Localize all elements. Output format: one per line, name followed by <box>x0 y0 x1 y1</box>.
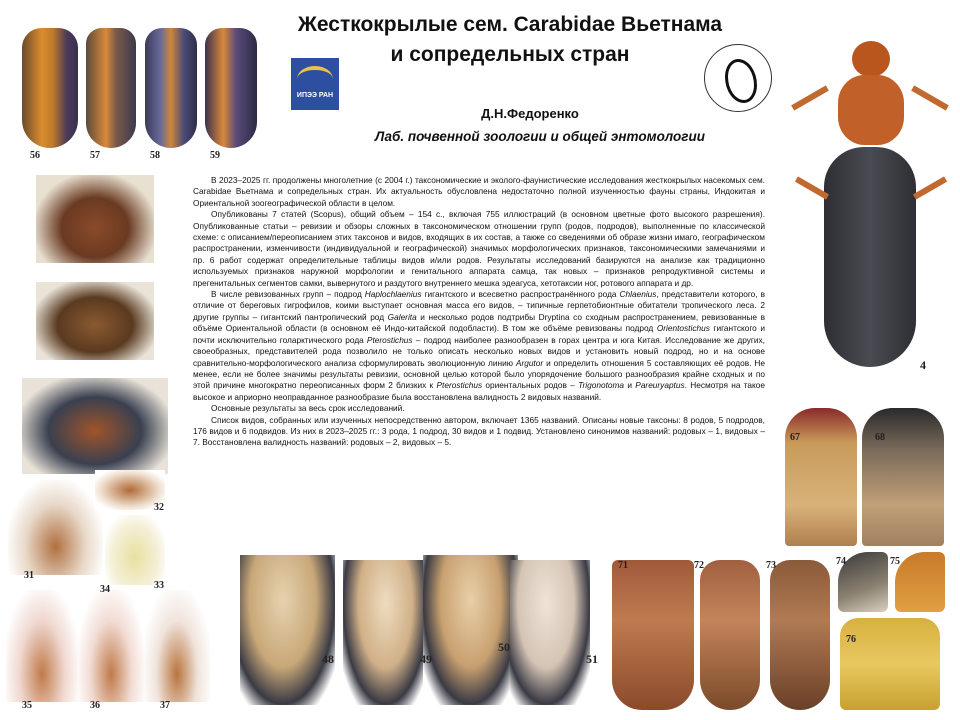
figure-number-32: 32 <box>154 502 164 513</box>
genitalia-photo-35 <box>6 590 78 702</box>
paragraph-publications: Опубликованы 7 статей (Scopus), общий объем – 154 с., включая 755 иллюстраций (в основном цветные фото высокого разрешения). Опубликованные статьи – ревизии и обзоры сложных в таксономическом отношении групп (родов, подродов), выполненные по классической схеме: с описанием/переописанием этих таксонов и видов, входящих в их состав, а также со сведениями об образе жизни имаго, географическом распространении, изменчивости (индивидуальной и географической) значимых морфологических признаков, таксономическими замечаниями и пр. 6 работ содержат определительные таблицы видов и/или родов. Результаты исследований базируются на анализе как традиционно используемых признаков наружной морфологии и генитального аппарата самца, так новых – признаков репродуктивной системы и прегенитальных сегментов самки, вывернутого и раздутого внутреннего мешка эдеагуса, хетотаксии ног, ротового аппарата и др. <box>193 209 765 288</box>
figure-number-72: 72 <box>694 560 704 571</box>
figure-number-74: 74 <box>836 556 846 567</box>
figure-number-49: 49 <box>420 652 432 666</box>
figure-number-36: 36 <box>90 700 100 711</box>
title-line-1: Жесткокрылые сем. Carabidae Вьетнама <box>297 13 723 36</box>
figure-number-76: 76 <box>846 634 856 645</box>
figure-number-33: 33 <box>154 580 164 591</box>
figure-number-48: 48 <box>322 652 334 666</box>
aedeagus-photo-75 <box>895 552 945 612</box>
figure-number-58: 58 <box>150 150 160 161</box>
aedeagus-photo-76 <box>840 618 940 710</box>
paragraph-intro: В 2023–2025 гг. продолжены многолетние (с 2004 г.) таксономические и эколого-фаунистические исследования жесткокрылых насекомых сем. Carabidae Вьетнама и сопредельных стран. Их актуальность обусловлена недостаточно полной изученностью фауны страны, Индокитая и Ориентальной зоогеографической области в целом. <box>193 175 765 208</box>
author-name: Д.Н.Федоренко <box>481 106 579 121</box>
elytra-photo-56 <box>22 28 78 148</box>
figure-number-31: 31 <box>24 570 34 581</box>
head-photo-2 <box>36 282 154 360</box>
genitalia-photo-37 <box>144 590 210 702</box>
beetle-habitus-photo <box>790 35 950 370</box>
endophallus-photo-49 <box>343 560 428 705</box>
figure-number-37: 37 <box>160 700 170 711</box>
figure-number-73: 73 <box>766 560 776 571</box>
aedeagus-photo-72 <box>700 560 760 710</box>
figure-number-56: 56 <box>30 150 40 161</box>
logo-text: ИПЭЭ РАН <box>296 92 334 99</box>
figure-number-35: 35 <box>22 700 32 711</box>
elytra-photo-57 <box>86 28 136 148</box>
body-text <box>193 175 765 449</box>
lab-emblem-icon <box>725 59 757 103</box>
figure-number-57: 57 <box>90 150 100 161</box>
endophallus-photo-50 <box>423 555 518 705</box>
paragraph-results-heading: Основные результаты за весь срок исследований. <box>211 403 405 414</box>
figure-number-68: 68 <box>875 432 885 443</box>
aedeagus-photo-71 <box>612 560 694 710</box>
figure-number-34: 34 <box>100 584 110 595</box>
genitalia-photo-33 <box>105 515 165 585</box>
aedeagus-photo-68 <box>862 408 944 546</box>
endophallus-photo-51 <box>510 560 590 705</box>
figure-number-51: 51 <box>586 652 598 666</box>
figure-number-67: 67 <box>790 432 800 443</box>
figure-number-75: 75 <box>890 556 900 567</box>
aedeagus-photo-67 <box>785 408 857 546</box>
figure-number-71: 71 <box>618 560 628 571</box>
head-photo-1 <box>36 175 154 263</box>
genitalia-photo-31 <box>8 480 103 575</box>
paragraph-results: Список видов, собранных или изученных непосредственно автором, включает 1365 названий. Описаны новые таксоны: 8 родов, 5 подродов, 176 видов и 6 подвидов. Из них в 2023–2025 гг.: 3 рода, 1 подрод, 30 видов и 1 подвид. Установлено синонимов названий: родовых – 1, видовых – 7. Восстановлена валидность названий: родовых – 2, видовых – 5. <box>193 414 765 448</box>
genitalia-photo-36 <box>78 590 144 702</box>
figure-number-59: 59 <box>210 150 220 161</box>
aedeagus-photo-73 <box>770 560 830 710</box>
logo-wave-icon <box>297 66 333 92</box>
elytra-photo-59 <box>205 28 257 148</box>
title-line-2: и сопредельных стран <box>390 43 630 66</box>
lab-logo <box>704 44 772 112</box>
ipee-ran-logo <box>291 58 339 110</box>
endophallus-photo-48 <box>240 555 335 705</box>
paragraph-revisions: В числе ревизованных групп – подрод Haplochlaenius гигантского и всесветно распространённого рода Chlaenius, представители которого, в отличие от береговых гигрофилов, коими выступает основная масса его видов, – типичные герпетобионтные обитатели тропического леса. 2 другие группы – гигантский пантропический род Galerita и несколько родов подтрибы Dryptina со сходным распространением, ревизованные в объёме Ориентальной области (в основном её Индо-китайской подобласти). В том же объёме ревизованы подрод Orientostichus гигантского и почти исключительно голарктического рода Pterostichus – подрод наиболее разнообразен в горах центра и юга Китая. Исследование же других, своеобразных, представителей рода позволило не только описать несколько новых видов и установить новый подрод, но и на основе сравнительно-морфологического анализа сформулировать эволюционную линию Argutor и определить отношения 5 составляющих её родов. Не менее, если не более значимы результаты ревизии, основной целью которой было упорядочение большого разнообразия крайне сходных и по этой причине многократно переописанных форм 2 близких к Pterostichus ориентальных родов – Trigonotoma и Pareuryaptus. Несмотря на такое высокое и априорно неоправданное разнообразие была восстановлена валидность 2 видовых названий. <box>193 289 765 402</box>
elytra-photo-58 <box>145 28 197 148</box>
laboratory-name: Лаб. почвенной зоологии и общей энтомологии <box>375 129 705 144</box>
figure-number-4: 4 <box>920 358 926 372</box>
head-photo-3 <box>22 378 168 474</box>
figure-number-50: 50 <box>498 640 510 654</box>
